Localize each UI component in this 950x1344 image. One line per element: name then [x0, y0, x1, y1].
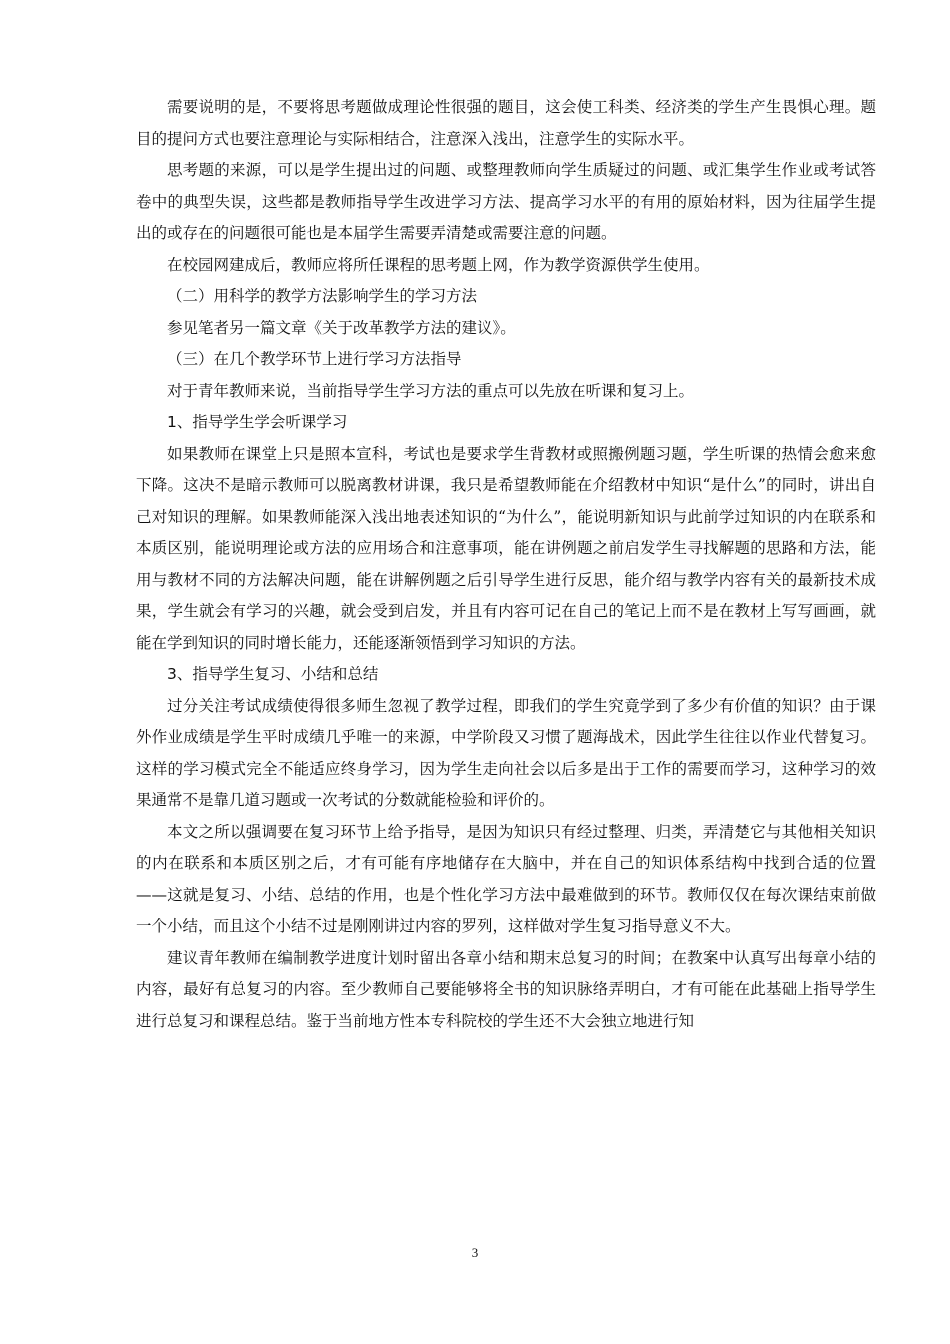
section-heading: （二）用科学的教学方法影响学生的学习方法	[167, 287, 478, 305]
paragraph: 参见笔者另一篇文章《关于改革教学方法的建议》。	[167, 318, 516, 337]
subsection-heading: 1、指导学生学会听课学习	[167, 413, 348, 431]
paragraph: 对于青年教师来说，当前指导学生学习方法的重点可以先放在听课和复习上。	[167, 381, 695, 400]
paragraph: 思考题的来源，可以是学生提出过的问题、或整理教师向学生质疑过的问题、或汇集学生作业或考试答卷中的典型失误，这些都是教师指导学生改进学习方法、提高学习水平的有用的原始材料，因为往届学生提出的或存在的问题很可能也是本届学生需要弄清楚或需要注意的问题。	[136, 161, 876, 242]
paragraph: 本文之所以强调要在复习环节上给予指导，是因为知识只有经过整理、归类，弄清楚它与其他相关知识的内在联系和本质区别之后，才有可能有序地储存在大脑中，并在自己的知识体系结构中找到合适的位置——这就是复习、小结、总结的作用，也是个性化学习方法中最难做到的环节。教师仅仅在每次课结束前做一个小结，而且这个小结不过是刚刚讲过内容的罗列，这样做对学生复习指导意义不大。	[136, 822, 876, 935]
subsection-heading: 3、指导学生复习、小结和总结	[167, 665, 379, 683]
paragraph: 如果教师在课堂上只是照本宣科，考试也是要求学生背教材或照搬例题习题，学生听课的热情会愈来愈下降。这决不是暗示教师可以脱离教材讲课，我只是希望教师能在介绍教材中知识“是什么”的同时，讲出自己对知识的理解。如果教师能深入浅出地表述知识的“为什么”，能说明新知识与此前学过知识的内在联系和本质区别，能说明理论或方法的应用场合和注意事项，能在讲例题之前启发学生寻找解题的思路和方法，能用与教材不同的方法解决问题，能在讲解例题之后引导学生进行反思，能介绍与教学内容有关的最新技术成果，学生就会有学习的兴趣，就会受到启发，并且有内容可记在自己的笔记上而不是在教材上写写画画，就能在学到知识的同时增长能力，还能逐渐领悟到学习知识的方法。	[136, 444, 876, 652]
paragraph: 在校园网建成后，教师应将所任课程的思考题上网，作为教学资源供学生使用。	[167, 255, 710, 274]
document-body	[136, 92, 876, 1037]
paragraph: 建议青年教师在编制教学进度计划时留出各章小结和期末总复习的时间；在教案中认真写出每章小结的内容，最好有总复习的内容。至少教师自己要能够将全书的知识脉络弄明白，才有可能在此基础上指导学生进行总复习和课程总结。鉴于当前地方性本专科院校的学生还不大会独立地进行知	[136, 948, 876, 1030]
paragraph: 需要说明的是，不要将思考题做成理论性很强的题目，这会使工科类、经济类的学生产生畏惧心理。题目的提问方式也要注意理论与实际相结合，注意深入浅出，注意学生的实际水平。	[136, 98, 876, 148]
page-number: 3	[471, 1245, 479, 1260]
section-heading: （三）在几个教学环节上进行学习方法指导	[167, 350, 462, 368]
paragraph: 过分关注考试成绩使得很多师生忽视了教学过程，即我们的学生究竟学到了多少有价值的知识？由于课外作业成绩是学生平时成绩几乎唯一的来源，中学阶段又习惯了题海战术，因此学生往往以作业代替复习。这样的学习模式完全不能适应终身学习，因为学生走向社会以后多是出于工作的需要而学习，这种学习的效果通常不是靠几道习题或一次考试的分数就能检验和评价的。	[136, 696, 876, 809]
